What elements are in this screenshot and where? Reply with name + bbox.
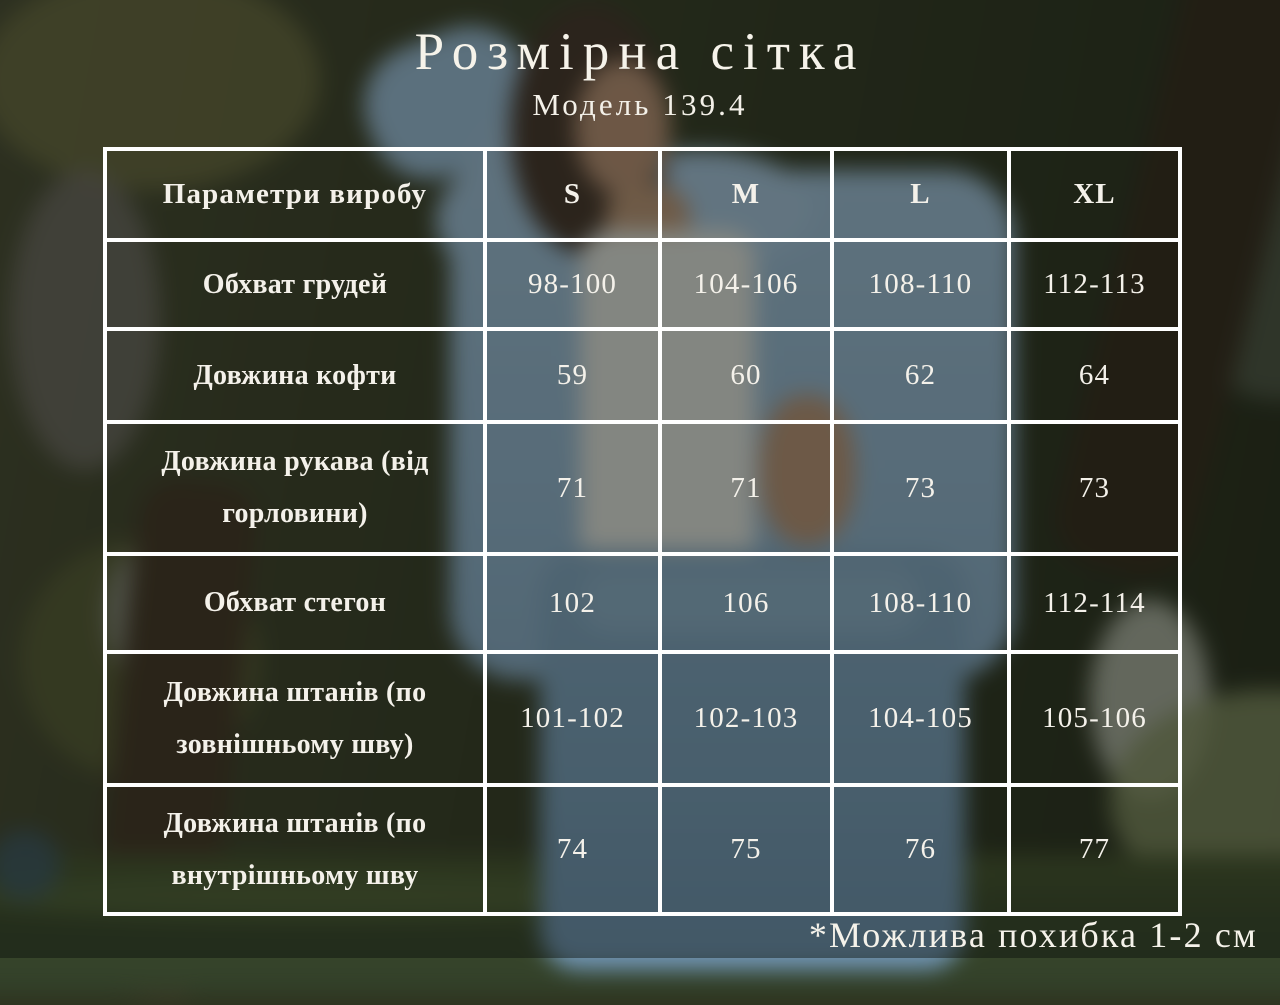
header-size-m: M [660, 149, 832, 240]
cell-value: 108-110 [832, 554, 1009, 652]
cell-value: 102-103 [660, 652, 832, 785]
cell-value: 101-102 [485, 652, 660, 785]
row-label: Довжина штанів (по внутрішньому шву [105, 785, 485, 914]
cell-value: 112-114 [1009, 554, 1180, 652]
cell-value: 106 [660, 554, 832, 652]
cell-value: 104-106 [660, 240, 832, 329]
cell-value: 102 [485, 554, 660, 652]
cell-value: 73 [832, 422, 1009, 554]
table-row-sweater-length [105, 329, 1180, 422]
cell-value: 64 [1009, 329, 1180, 422]
table-row-hips [105, 554, 1180, 652]
cell-value: 62 [832, 329, 1009, 422]
header-parameters: Параметри виробу [105, 149, 485, 240]
size-table [103, 147, 1182, 916]
header-size-s: S [485, 149, 660, 240]
cell-value: 108-110 [832, 240, 1009, 329]
table-row-pants-inner [105, 785, 1180, 914]
page-title: Розмірна сітка [414, 23, 866, 81]
cell-value: 76 [832, 785, 1009, 914]
tolerance-footnote: *Можлива похибка 1-2 см [808, 915, 1258, 955]
cell-value: 74 [485, 785, 660, 914]
header-size-l: L [832, 149, 1009, 240]
row-label: Довжина штанів (по зовнішньому шву) [105, 652, 485, 785]
table-row-chest [105, 240, 1180, 329]
row-label: Обхват грудей [105, 240, 485, 329]
cell-value: 98-100 [485, 240, 660, 329]
title-block [0, 22, 1280, 123]
cell-value: 71 [660, 422, 832, 554]
cell-value: 73 [1009, 422, 1180, 554]
cell-value: 71 [485, 422, 660, 554]
cell-value: 59 [485, 329, 660, 422]
table-row-pants-outer [105, 652, 1180, 785]
cell-value: 104-105 [832, 652, 1009, 785]
cell-value: 105-106 [1009, 652, 1180, 785]
cell-value: 77 [1009, 785, 1180, 914]
header-size-xl: XL [1009, 149, 1180, 240]
cell-value: 75 [660, 785, 832, 914]
row-label: Довжина кофти [105, 329, 485, 422]
cell-value: 60 [660, 329, 832, 422]
table-row-sleeve-length [105, 422, 1180, 554]
table-header-row [105, 149, 1180, 240]
row-label: Обхват стегон [105, 554, 485, 652]
model-number: Модель 139.4 [532, 86, 748, 122]
row-label: Довжина рукава (від горловини) [105, 422, 485, 554]
cell-value: 112-113 [1009, 240, 1180, 329]
